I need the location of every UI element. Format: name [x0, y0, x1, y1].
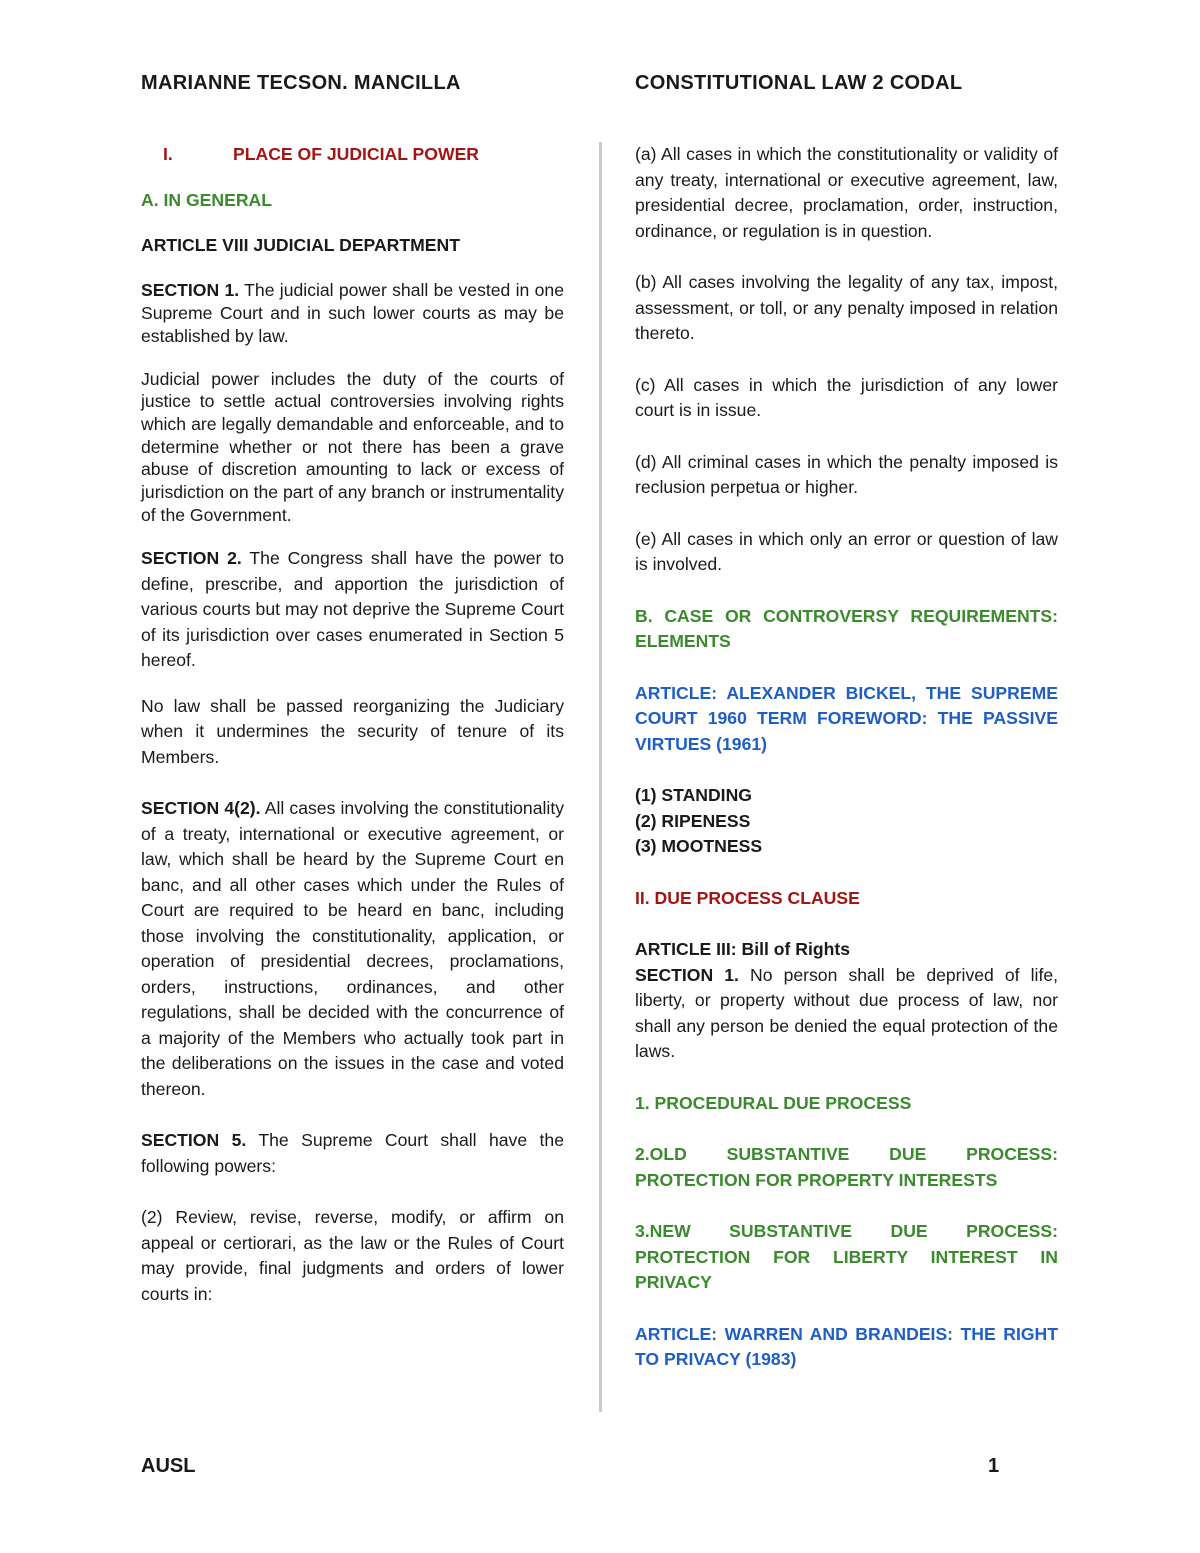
item-e: (e) All cases in which only an error or question of law is involved. [635, 528, 1058, 574]
article-warren-brandeis: ARTICLE: WARREN AND BRANDEIS: THE RIGHT TO PRIVACY (1983) [635, 1323, 1058, 1369]
review-paragraph: (2) Review, revise, reverse, modify, or affirm on appeal or certiorari, as the law or the Rules of Court may provide, final judgments and orders of lower courts in: [141, 1207, 564, 1304]
requirement-standing: (1) STANDING [635, 785, 752, 805]
bor-section-1-text: No person shall be deprived of life, liberty, or property without due process of law, nor shall any person be denied the equal protection of the laws. [635, 964, 1059, 1061]
requirement-ripeness: (2) RIPENESS [635, 810, 751, 831]
footer-label: AUSL [141, 1455, 196, 1477]
no-law-paragraph: No law shall be passed reorganizing the Judiciary when it undermines the security of tenure of its Members. [141, 695, 564, 767]
header-author: MARIANNE TECSON. MANCILLA [141, 72, 461, 94]
article-viii-title: ARTICLE VIII JUDICIAL DEPARTMENT [141, 235, 460, 255]
old-substantive-due-process: 2.OLD SUBSTANTIVE DUE PROCESS: PROTECTION FOR PROPERTY INTERESTS [635, 1144, 1058, 1190]
section-1-paragraph [141, 279, 564, 348]
item-c: (c) All cases in which the jurisdiction of any lower court is in issue. [635, 374, 1058, 420]
subheading-case-or-controversy: B. CASE OR CONTROVERSY REQUIREMENTS: ELEMENTS [635, 605, 1058, 651]
section-4-text: All cases involving the constitutionality of a treaty, international or executive agreement, or law, which shall be heard by the Supreme Court en banc, and all other cases which under the Rules of Court are required to be heard en banc, including those involving the constitutionality, application, or operation of presidential decrees, proclamations, orders, instructions, ordinances, and other regulations, shall be decided with the concurrence of a majority of the Members who actually took part in the deliberations on the issues in the case and voted thereon. [141, 798, 565, 1099]
section-5-label: SECTION 5. [141, 1130, 247, 1151]
item-d: (d) All criminal cases in which the penalty imposed is reclusion perpetua or higher. [635, 451, 1058, 497]
section-2-label: SECTION 2. [141, 548, 242, 569]
section-5-text: The Supreme Court shall have the following powers: [141, 1130, 565, 1176]
section-heading-ii: II. DUE PROCESS CLAUSE [635, 887, 860, 908]
column-divider [599, 142, 602, 1412]
article-bickel: ARTICLE: ALEXANDER BICKEL, THE SUPREME COURT 1960 TERM FOREWORD: THE PASSIVE VIRTUES (1961) [635, 682, 1058, 754]
section-1-text: The judicial power shall be vested in one Supreme Court and in such lower courts as may be established by law. [141, 279, 564, 346]
article-iii-title: ARTICLE III: Bill of Rights [635, 939, 851, 959]
header-course-title: CONSTITUTIONAL LAW 2 CODAL [635, 72, 963, 94]
section-4-label: SECTION 4(2). [141, 798, 261, 819]
section-2-paragraph [141, 546, 564, 674]
section-heading-i [141, 142, 564, 168]
item-b: (b) All cases involving the legality of any tax, impost, assessment, or toll, or any penalty imposed in relation thereto. [635, 272, 1058, 343]
procedural-due-process: 1. PROCEDURAL DUE PROCESS [635, 1092, 912, 1113]
subheading-in-general: A. IN GENERAL [141, 189, 272, 210]
right-column [635, 142, 1058, 1393]
heading-number: I. [163, 144, 173, 164]
judicial-power-paragraph: Judicial power includes the duty of the courts of justice to settle actual controversies involving rights which are legally demandable and enforceable, and to determine whether or not there has been a grave abuse of discretion amounting to lack or excess of jurisdiction on the part of any branch or instrumentality of the Government. [141, 368, 564, 525]
item-a: (a) All cases in which the constitutionality or validity of any treaty, international or executive agreement, law, presidential decree, proclamation, order, instruction, ordinance, or regulation is in question. [635, 144, 1058, 241]
section-2-text: The Congress shall have the power to define, prescribe, and apportion the jurisdiction of various courts but may not deprive the Supreme Court of its jurisdiction over cases enumerated in Section 5 hereof. [141, 548, 564, 671]
page-number: 1 [988, 1455, 1000, 1477]
heading-text: PLACE OF JUDICIAL POWER [233, 144, 480, 164]
bill-of-rights-section-1 [635, 963, 1058, 1065]
section-4-paragraph [141, 796, 564, 1102]
section-5-paragraph [141, 1128, 564, 1179]
new-substantive-due-process: 3.NEW SUBSTANTIVE DUE PROCESS: PROTECTION FOR LIBERTY INTEREST IN PRIVACY [635, 1221, 1058, 1292]
requirement-mootness: (3) MOOTNESS [635, 836, 763, 856]
bor-section-1-label: SECTION 1. [635, 964, 739, 985]
section-1-label: SECTION 1. [141, 279, 240, 300]
left-column [141, 142, 564, 1327]
